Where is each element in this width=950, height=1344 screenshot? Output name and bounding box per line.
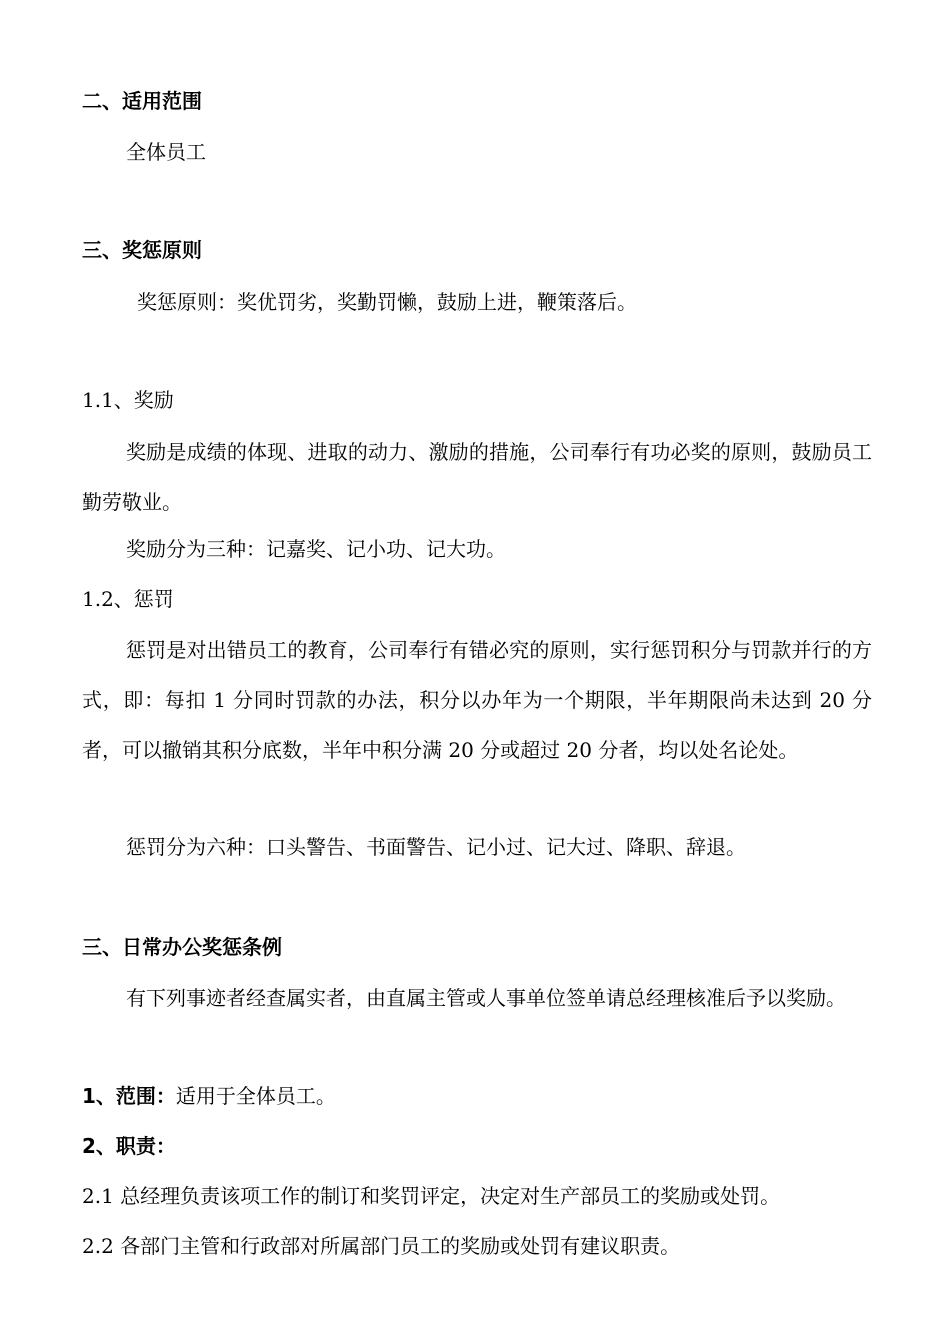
section2-body: 全体员工 <box>126 140 206 164</box>
reward-paragraph: 奖励是成绩的体现、进取的动力、激励的措施，公司奉行有功必奖的原则，鼓励员工勤劳敬业。 <box>82 440 872 514</box>
section3-heading: 三、奖惩原则 <box>82 238 202 262</box>
reward-types: 奖励分为三种：记嘉奖、记小功、记大功。 <box>126 537 506 561</box>
duty-2-1: 2.1 总经理负责该项工作的制订和奖罚评定，决定对生产部员工的奖励或处罚。 <box>82 1184 781 1208</box>
scope-line <box>82 1084 336 1108</box>
principle-text: 奖惩原则：奖优罚劣，奖勤罚懒，鼓励上进，鞭策落后。 <box>137 290 637 314</box>
duty-label: 2、职责： <box>82 1134 176 1158</box>
daily-intro: 有下列事迹者经查属实者，由直属主管或人事单位签单请总经理核准后予以奖励。 <box>126 986 846 1010</box>
penalty-types: 惩罚分为六种：口头警告、书面警告、记小过、记大过、降职、辞退。 <box>126 835 746 859</box>
penalty-paragraph: 惩罚是对出错员工的教育，公司奉行有错必究的原则，实行惩罚积分与罚款并行的方式，即：每扣 1 分同时罚款的办法，积分以办年为一个期限，半年期限尚未达到 20 分者，可以撤销其积分底数，半年中积分满 20 分或超过 20 分者，均以处名论处。 <box>82 638 872 762</box>
duty-2-2: 2.2 各部门主管和行政部对所属部门员工的奖励或处罚有建议职责。 <box>82 1234 681 1258</box>
section2-heading: 二、适用范围 <box>82 89 202 113</box>
scope-text: 适用于全体员工。 <box>175 1084 336 1108</box>
penalty-heading: 1.2、惩罚 <box>82 587 174 611</box>
reward-heading: 1.1、奖励 <box>82 388 174 412</box>
daily-heading: 三、日常办公奖惩条例 <box>82 935 282 959</box>
scope-label: 1、范围： <box>82 1084 176 1108</box>
